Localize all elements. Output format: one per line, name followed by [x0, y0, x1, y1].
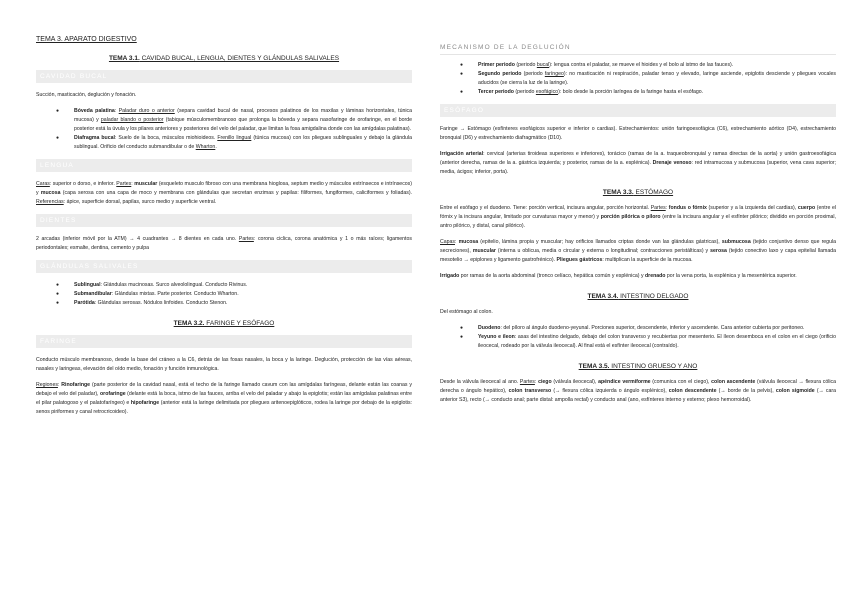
list-item-boveda: ● Bóveda palatina: Paladar duro o anterior (separa cavidad bucal de nasal, procesos palatinos de los maxilas y láminas horizontales, túnica mucosa) y paladar blando o posterior (tabique músculomembranoso que prolonga la bóveda y separa nasofaringe de orofaringe, en el borde posterior está la úvula y los pilares anteriores y posteriores del velo del paladar, que limitan la fosa amigdalina donde con las amígdalas palatinas). — [74, 107, 412, 134]
cavidad-intro: Succión, masticación, deglución y fonación. — [36, 92, 137, 98]
faringe-paragraph-1: Conducto músculo membranoso, desde la base del cráneo a la C6, detrás de las fosas nasales, la boca y la laringe. Deglución, protección de las vías aéreas, nasales y laringeas, elevación del oído medio, fonación y función inmunológica. — [36, 357, 412, 372]
dientes-paragraph: 2 arcadas (inferior móvil por la ATM) → 4 cuadrantes → 8 dientes en cada uno. Partes: corona ciclica, corona anatómica y 1 o más raíces; ligamentos periodontales; esmalte, dentina, cemento y pulpa — [36, 236, 412, 251]
faringe-paragraph-2: Regiones: Rinofaringe (parte posterior de la cavidad nasal, está el techo de la faringe llamado cavum con las amígdalas faríngeas, delante están las coanas y debajo el velo del paladar), orofaringe (delante está la boca, istmo de las fauces, arriba el velo del paladar y abajo la epiglotis; están las amígdalas palatinas entre el pilar palatogoso y el palatofaríngeo) e hipofaringe (anterior está la laringe delimitada por pliegues aritenoepiglóticos, rodea la laringe por debajo de la epiglotis: senos piriformes y canal retrocricoideo). — [36, 382, 412, 415]
estomago-paragraph-2: Capas: mucosa (epitelio, lámina propia y muscular; hay orificios llamados criptas donde van las glándulas gástricas), submucosa (tejido conjuntivo denso que regula secreciones), muscular (interna u oblicua, media o circular y externa o longitudinal; contracciones peristálticas) y serosa (tejido conectivo laxo y capa epitelial llamada mesotelio → epiplones y ligamento gastrofrénico). Pliegues gástricos: multiplican la superficie de la mucosa. — [440, 239, 837, 263]
list-item-diafragma: ● Diafragma bucal: Suelo de la boca, músculos miohioideos. Frenillo lingual (túnica mucosa) con los pliegues sublinguales y debajo la glándula sublingual. Orificio del conducto submandibular o de Wharton. — [74, 134, 412, 152]
list-item-primer-periodo: ● Primer periodo (periodo bucal): lengua contra el paladar, se mueve el hioides y el bolo al istmo de las fauces). — [478, 61, 836, 70]
esofago-paragraph-2: Irrigación arterial: cervical (arterias tiroideas superiores e inferiores), torácico (ramas de la a. traqueobronquial y ramas directas de la aorta) y unión gastroesofágica (anterior derecha, ramas de la a. gástrica izquierda; y posterior, ramas de la a. esplénica). Drenaje venoso: red intramucosa y submucosa (superior, vena cava superior; media, ácigos; inferior, porta). — [440, 151, 837, 175]
section-title-3-1 — [36, 55, 412, 62]
list-item-segundo-periodo: ● Segundo periodo (periodo faríngeo): no masticación ni respiración, paladar tenso y elevado, laringe asciende, epiglotis desciende y pliegues vocales aducidos (se cierra la luz de la laringe). — [478, 70, 836, 88]
document-title: TEMA 3. APARATO DIGESTIVO — [36, 36, 137, 43]
section-title-3-5: TEMA 3.5. INTESTINO GRUESO Y ANO — [578, 363, 698, 370]
grueso-paragraph: Desde la válvula ileocecal al ano. Partes: ciego (válvula ileocecal), apéndice vermiforme (comunica con el ciego), colon ascendente (válvula ileocecal → flexura cólica derecha o ángulo hepático), colon transverso (→ flexura cólica izquierda o ángulo esplénico), colon descendente (→ borde de la pelvis), colon sigmoide (→ cara anterior S3), recto (→ conducto anal; parte distal: ampolla rectal) y conducto anal (ano, esfínteres interno y externo; plexo hemorroidal). — [440, 379, 837, 403]
mecanismo-list — [440, 61, 836, 97]
heading-mecanismo-deglucion: MECANISMO DE LA DEGLUCIÓN — [440, 44, 836, 55]
list-item-parotida: ● Parótida: Glándulas serosas. Nódulos linfoides. Conducto Stenon. — [74, 299, 412, 308]
lengua-paragraph: Caras: superior o dorso, e inferior. Partes: muscular (esqueleto musculo fibroso con una membrana hioglosa, septum medio y músculos extrínsecos e intrínsecos) y mucosa (capa serosa con una capa de moco y membrana con glándulas que secretan enzimas y papilas: filiformes, fungiformes, caliciformes y foliadas). Referencias: ápice, superficie dorsal, papilas, surco medio y superficie ventral. — [36, 181, 412, 205]
right-page — [424, 0, 848, 599]
heading-faringe: FARINGE — [36, 335, 412, 348]
section-name: CAVIDAD BUCAL, LENGUA, DIENTES Y GLÁNDULAS SALIVALES — [139, 55, 340, 62]
section-title-3-4: TEMA 3.4. INTESTINO DELGADO — [587, 293, 689, 300]
heading-cavidad-bucal: CAVIDAD BUCAL — [36, 70, 412, 83]
heading-glandulas-salivales: GLÁNDULAS SALIVALES — [36, 260, 412, 273]
heading-lengua: LENGUA — [36, 159, 412, 172]
list-item-submandibular: ● Submandibular: Glándulas mixtas. Parte posterior. Conducto Wharton. — [74, 290, 412, 299]
list-item-sublingual: ● Sublingual: Glándulas mucinosas. Surco alveololingual. Conducto Rivinus. — [74, 281, 412, 290]
delgado-list — [440, 324, 836, 351]
list-item-yeyuno-ileon: ● Yeyuno e íleon: asas del intestino delgado, debajo del colon transverso y recubiertas por mesenterio. El íleon desemboca en el colon en el ciego (orificio ileocecal, rodeado por la válvula ileocecal). Al final está el esfínter ileocecal (contraído). — [478, 333, 836, 351]
estomago-paragraph-1: Entre el esófago y el duodeno. Tiene: porción vertical, incisura angular, porción horizontal. Partes: fondus o fórnix (superior y a la izquierda del cardias), cuerpo (entre el fórnix y la incisura angular, limitado por curvaturas mayor y menor) y porción pilórica o píloro (entre la incisura angular y el esfínter pilórico; dividido en porción proximal, antro pilórico, y distal, canal pilórico). — [440, 205, 836, 229]
heading-esofago: ESÓFAGO — [440, 104, 836, 117]
esofago-paragraph-1: Faringe → Estómago (esfínteres esofágicos superior e inferior o cardias). Estrechamientos: unión faringoesofágica (C6), estrechamiento aórtico (D4), estrechamiento bronquial (D6) y estrechamiento diafragmático (D10). — [440, 126, 836, 141]
glandulas-list — [36, 281, 412, 308]
delgado-intro: Del estómago al colon. — [440, 309, 493, 315]
heading-dientes: DIENTES — [36, 214, 412, 227]
list-item-duodeno: ● Duodeno: del píloro al ángulo duodeno-yeyunal. Porciones superior, descendente, inferior y ascendente. Cara anterior cubierta por peritoneo. — [478, 324, 836, 333]
section-title-3-2: TEMA 3.2. FARINGE Y ESÓFAGO — [173, 320, 275, 327]
section-title-3-3: TEMA 3.3. ESTÓMAGO — [602, 189, 674, 196]
list-item-tercer-periodo: ● Tercer periodo (periodo esofágico): bolo desde la porción laríngea de la faringe hasta el esófago. — [478, 88, 836, 97]
cavidad-list — [36, 107, 412, 152]
section-number: TEMA 3.1. — [108, 55, 140, 62]
estomago-paragraph-3: Irrigado por ramas de la aorta abdominal (tronco celíaco, hepática común y esplénica) y drenado por la vena porta, la esplénica y la mesentérica superior. — [440, 273, 797, 279]
